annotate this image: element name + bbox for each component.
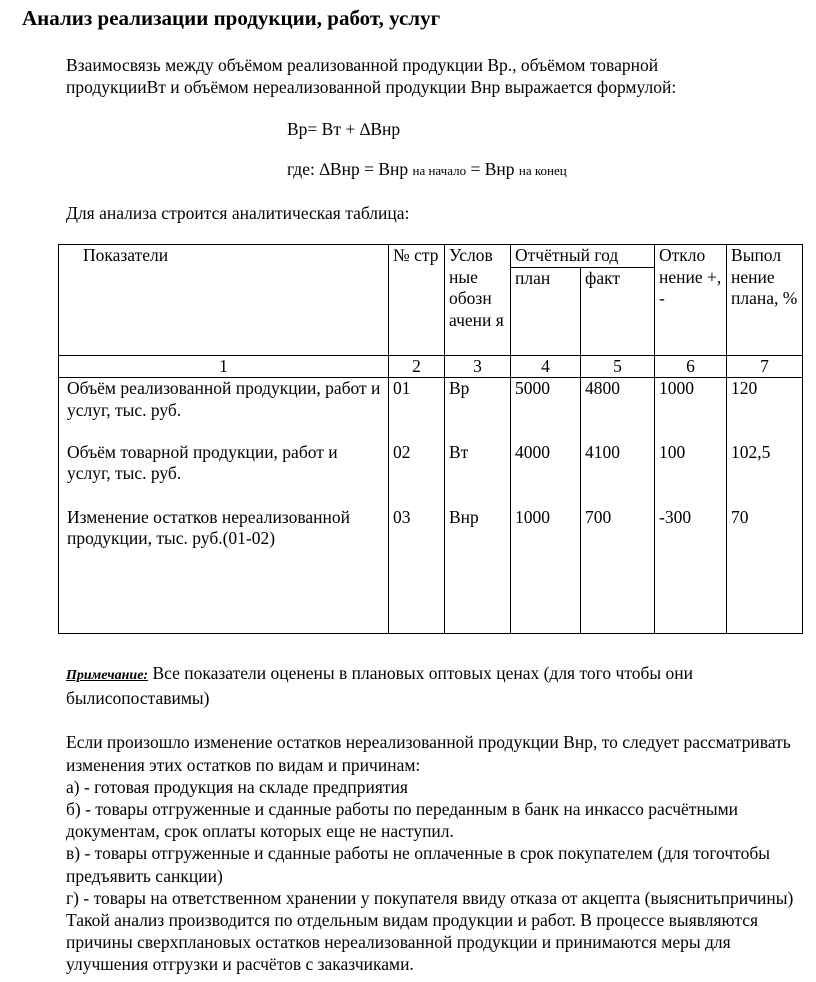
row-symbol: Вр — [445, 378, 511, 442]
header-symbol: Услов ные обозн ачени я — [445, 245, 511, 356]
row-plan: 1000 — [511, 507, 581, 634]
row-no: 02 — [389, 442, 445, 507]
row-name: Изменение остатков нереализованной продукции, тыс. руб.(01-02) — [59, 507, 389, 634]
table-row — [59, 442, 803, 507]
body-text — [66, 662, 796, 976]
body-line: Такой анализ производится по отдельным видам продукции и работ. В процессе выявляются причины сверхплановых остатков нереализованной продукции и принимаются меры для улучшения отгрузки и расчётов с заказчиками. — [66, 910, 759, 975]
row-no: 01 — [389, 378, 445, 442]
formula-where-prefix: где: ∆Внр = Внр — [287, 159, 409, 179]
row-plan: 4000 — [511, 442, 581, 507]
row-no: 03 — [389, 507, 445, 634]
table-row — [59, 378, 803, 442]
note-text: Все показатели оценены в плановых оптовых ценах (для того чтобы они былисопоставимы) — [66, 663, 694, 709]
note — [66, 662, 796, 709]
row-pct: 70 — [727, 507, 803, 634]
body-line: в) - товары отгруженные и сданные работы не оплаченные в срок покупателем (для тогочтобы предъявить санкции) — [66, 843, 770, 886]
row-dev: 100 — [655, 442, 727, 507]
col-number: 6 — [655, 355, 727, 378]
col-number: 4 — [511, 355, 581, 378]
header-row-no: № стр — [389, 245, 445, 356]
header-report-year: Отчётный год — [511, 245, 655, 268]
row-dev: 1000 — [655, 378, 727, 442]
col-number: 1 — [59, 355, 389, 378]
row-fact: 700 — [581, 507, 655, 634]
body-line: б) - товары отгруженные и сданные работы по переданным в банк на инкассо расчётными документам, срок оплаты которых еще не наступил. — [66, 799, 739, 842]
col-number: 2 — [389, 355, 445, 378]
header-fulfillment: Выпол нение плана, % — [727, 245, 803, 356]
intro-paragraph — [66, 54, 676, 98]
table-row — [59, 507, 803, 634]
body-line: Если произошло изменение остатков нереализованной продукции Внр, то следует рассматривать изменения этих остатков по видам и причинам: — [66, 732, 791, 775]
table-intro: Для анализа строится аналитическая таблица: — [66, 203, 410, 223]
row-pct: 102,5 — [727, 442, 803, 507]
page-title: Анализ реализации продукции, работ, услуг — [22, 6, 441, 30]
row-symbol: Внр — [445, 507, 511, 634]
col-number: 7 — [727, 355, 803, 378]
body-line: а) - готовая продукция на складе предприятия — [66, 776, 408, 797]
row-pct: 120 — [727, 378, 803, 442]
intro-line-2: продукцииВт и объёмом нереализованной продукции Внр выражается формулой: — [66, 77, 677, 97]
formula-begin-label: на начало — [412, 163, 467, 178]
formula-where — [287, 159, 567, 180]
note-label: Примечание: — [66, 668, 149, 683]
header-deviation: Откло нение +, - — [655, 245, 727, 356]
col-number: 3 — [445, 355, 511, 378]
formula-equals-mid: = Внр — [470, 159, 515, 179]
formula-end-label: на конец — [518, 163, 567, 178]
row-name: Объём реализованной продукции, работ и услуг, тыс. руб. — [59, 378, 389, 442]
row-dev: -300 — [655, 507, 727, 634]
intro-line-1: Взаимосвязь между объёмом реализованной продукции Вр., объёмом товарной — [66, 55, 659, 75]
row-name: Объём товарной продукции, работ и услуг, тыс. руб. — [59, 442, 389, 507]
row-plan: 5000 — [511, 378, 581, 442]
header-indicators: Показатели — [59, 245, 389, 356]
header-plan: план — [511, 267, 581, 355]
col-number: 5 — [581, 355, 655, 378]
row-symbol: Вт — [445, 442, 511, 507]
analysis-table — [58, 244, 803, 634]
row-fact: 4800 — [581, 378, 655, 442]
row-fact: 4100 — [581, 442, 655, 507]
body-line: г) - товары на ответственном хранении у покупателя ввиду отказа от акцепта (выяснитьпричины) — [66, 887, 794, 908]
header-fact: факт — [581, 267, 655, 355]
formula-main: Вр= Вт + ∆Внр — [287, 119, 401, 139]
